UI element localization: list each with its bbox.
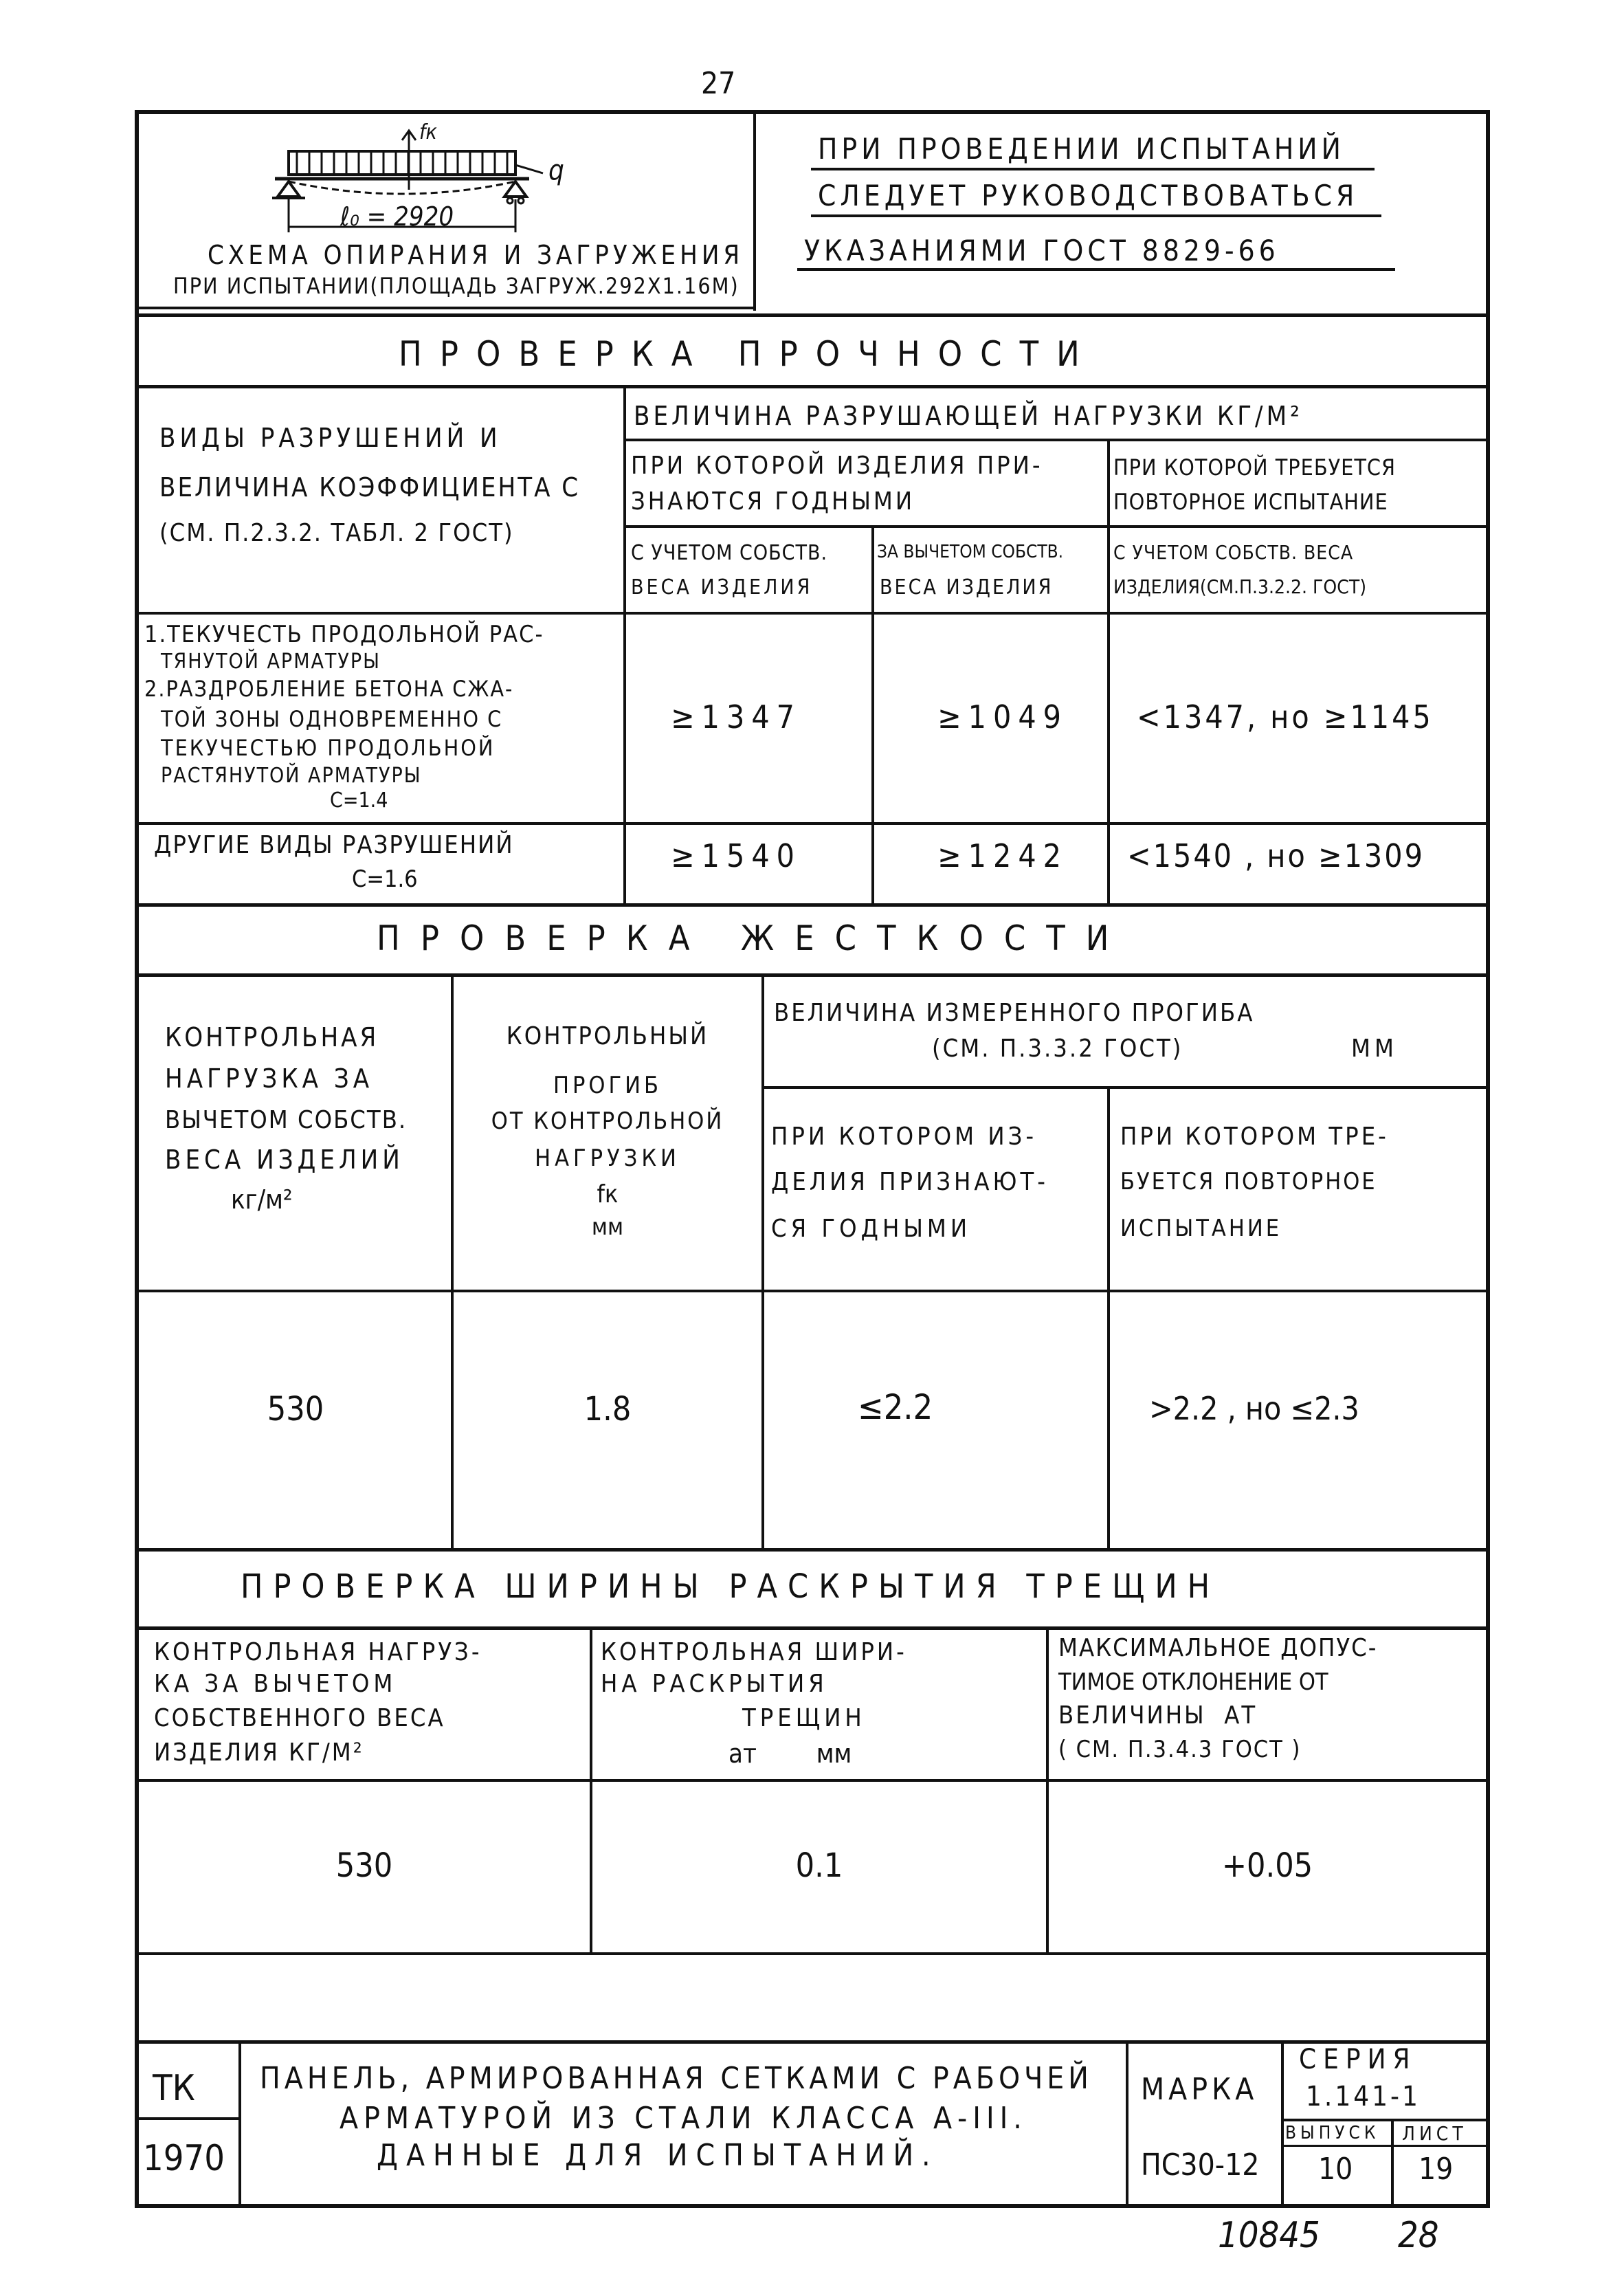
strength-row2-with-weight: ≥1540 xyxy=(671,837,801,874)
crack-col3-header-4: ( СМ. П.3.4.3 ГОСТ ) xyxy=(1058,1736,1302,1763)
strength-col1-header-2: ВЕЛИЧИНА КОЭФФИЦИЕНТА C xyxy=(159,472,581,503)
titleblock-series-label: СЕРИЯ xyxy=(1299,2044,1417,2075)
stiffness-retest-header-3: ИСПЫТАНИЕ xyxy=(1120,1215,1282,1242)
note-underline-2 xyxy=(811,214,1381,217)
stiffness-col1-header-1: КОНТРОЛЬНАЯ xyxy=(165,1022,379,1052)
frame-top xyxy=(135,110,1490,114)
stiffness-retest-value: >2.2 , но ≤2.3 xyxy=(1149,1390,1359,1427)
strength-row1-desc-2: ТЯНУТОЙ АРМАТУРЫ xyxy=(161,650,381,674)
crack-col-divider-2 xyxy=(1046,1629,1049,1954)
titleblock-series-value: 1.141-1 xyxy=(1306,2081,1421,2112)
stiffness-title: ПРОВЕРКА ЖЕСТКОСТИ xyxy=(377,918,1130,958)
stiffness-measured-header-1: ВЕЛИЧИНА ИЗМЕРЕННОГО ПРОГИБА xyxy=(774,999,1255,1027)
stiffness-accepted-header-1: ПРИ КОТОРОМ ИЗ- xyxy=(771,1123,1038,1151)
stiffness-table-top xyxy=(139,973,1487,977)
titleblock-year: 1970 xyxy=(143,2138,225,2179)
note-line-2: СЛЕДУЕТ РУКОВОДСТВОВАТЬСЯ xyxy=(818,179,1359,212)
stiffness-accepted-value: ≤2.2 xyxy=(858,1387,933,1427)
crack-title: ПРОВЕРКА ШИРИНЫ РАСКРЫТИЯ ТРЕЩИН xyxy=(241,1567,1221,1606)
strength-sub-retest-1: С УЧЕТОМ СОБСТВ. ВЕСА xyxy=(1113,541,1354,564)
titleblock-title-1: ПАНЕЛЬ, АРМИРОВАННАЯ СЕТКАМИ С РАБОЧЕЙ xyxy=(260,2061,1093,2096)
stiffness-hline-1 xyxy=(763,1086,1487,1089)
stiffness-load-value: 530 xyxy=(267,1390,324,1428)
diagram-caption-2: ПРИ ИСПЫТАНИИ(ПЛОЩАДЬ ЗАГРУЖ.292Х1.16М) xyxy=(173,273,739,299)
strength-accepted-header-1: ПРИ КОТОРОЙ ИЗДЕЛИЯ ПРИ- xyxy=(631,452,1043,480)
strength-row1-desc-6: РАСТЯНУТОЙ АРМАТУРЫ xyxy=(161,764,422,788)
crack-col3-header-2: ТИМОЕ ОТКЛОНЕНИЕ ОТ xyxy=(1058,1668,1328,1696)
crack-col-divider-1 xyxy=(590,1629,592,1954)
crack-col1-header-2: КА ЗА ВЫЧЕТОМ xyxy=(154,1670,397,1698)
stiffness-col2-header-1: КОНТРОЛЬНЫЙ xyxy=(506,1022,709,1050)
strength-sub-without-1: ЗА ВЫЧЕТОМ СОБСТВ. xyxy=(877,542,1064,562)
stiffness-col2-header-4: НАГРУЗКИ xyxy=(535,1145,680,1172)
crack-col2-header-3: ТРЕЩИН xyxy=(742,1704,866,1732)
strength-row1-desc-3: 2.РАЗДРОБЛЕНИЕ БЕТОНА СЖА- xyxy=(144,676,514,702)
crack-hline-2 xyxy=(139,1952,1487,1955)
stiffness-accepted-header-2: ДЕЛИЯ ПРИЗНАЮТ- xyxy=(771,1168,1049,1196)
stiffness-deflection-value: 1.8 xyxy=(583,1390,632,1428)
titleblock-issue-hline xyxy=(1282,2145,1487,2147)
crack-col2-header-4: aт мм xyxy=(728,1738,852,1769)
strength-row1-retest: <1347, но ≥1145 xyxy=(1137,698,1434,736)
crack-col2-header-1: КОНТРОЛЬНАЯ ШИРИ- xyxy=(601,1638,907,1666)
stiffness-col2-header-5: fк xyxy=(597,1180,619,1208)
deflection-fk-symbol: fк xyxy=(419,120,437,144)
strength-hline-2 xyxy=(625,525,1487,528)
crack-col3-header-3: ВЕЛИЧИНЫ AТ xyxy=(1058,1701,1258,1730)
caption-underline xyxy=(139,307,755,309)
stiffness-title-top xyxy=(139,903,1487,907)
strength-title-top xyxy=(139,313,1487,317)
crack-col1-header-4: ИЗДЕЛИЯ КГ/М² xyxy=(154,1738,364,1767)
strength-row1-desc-1: 1.ТЕКУЧЕСТЬ ПРОДОЛЬНОЙ РАС- xyxy=(144,621,544,648)
strength-col-divider-3 xyxy=(1107,440,1110,905)
frame-bottom xyxy=(135,2204,1490,2208)
footer-inventory-number: 10845 xyxy=(1218,2215,1320,2256)
titleblock-marka-value: ПС30-12 xyxy=(1141,2148,1260,2183)
stiffness-col-divider-1 xyxy=(451,975,454,1550)
strength-row2-retest: <1540 , но ≥1309 xyxy=(1127,837,1425,874)
strength-col1-header-1: ВИДЫ РАЗРУШЕНИЙ И xyxy=(159,423,502,453)
stiffness-accepted-header-3: СЯ ГОДНЫМИ xyxy=(771,1215,972,1243)
crack-table-top xyxy=(139,1626,1487,1630)
stiffness-measured-header-2: (СМ. П.3.3.2 ГОСТ) xyxy=(932,1035,1183,1063)
titleblock-issue-value: 10 xyxy=(1318,2152,1353,2187)
stiffness-col2-header-3: ОТ КОНТРОЛЬНОЙ xyxy=(491,1107,724,1135)
strength-sub-with-1: С УЧЕТОМ СОБСТВ. xyxy=(631,541,828,565)
crack-width-value: 0.1 xyxy=(795,1846,843,1885)
strength-row2-coef: C=1.6 xyxy=(352,865,418,893)
strength-hline-1 xyxy=(625,439,1487,441)
crack-deviation-value: +0.05 xyxy=(1221,1846,1313,1885)
crack-title-top xyxy=(139,1548,1487,1552)
strength-col1-header-3: (СМ. П.2.3.2. ТАБЛ. 2 ГОСТ) xyxy=(159,519,514,547)
strength-accepted-header-2: ЗНАЮТСЯ ГОДНЫМИ xyxy=(631,487,915,516)
note-underline-3 xyxy=(797,268,1395,271)
titleblock-org: ТК xyxy=(153,2068,195,2109)
titleblock-sheet-divider xyxy=(1391,2120,1394,2207)
strength-hline-4 xyxy=(139,822,1487,825)
stiffness-hline-2 xyxy=(139,1290,1487,1292)
stiffness-retest-header-2: БУЕТСЯ ПОВТОРНОЕ xyxy=(1120,1168,1377,1195)
frame-right xyxy=(1486,110,1490,2208)
strength-retest-header-1: ПРИ КОТОРОЙ ТРЕБУЕТСЯ xyxy=(1113,454,1396,481)
strength-row1-desc-4: ТОЙ ЗОНЫ ОДНОВРЕМЕННО С xyxy=(161,706,503,732)
strength-row1-coef: C=1.4 xyxy=(330,788,388,813)
titleblock-top xyxy=(139,2040,1487,2044)
note-line-1: ПРИ ПРОВЕДЕНИИ ИСПЫТАНИЙ xyxy=(818,132,1345,166)
crack-col1-header-3: СОБСТВЕННОГО ВЕСА xyxy=(154,1704,445,1732)
load-q-symbol: q xyxy=(548,155,564,186)
frame-left xyxy=(135,110,139,2208)
strength-sub-retest-2: ИЗДЕЛИЯ(СМ.П.3.2.2. ГОСТ) xyxy=(1113,575,1367,598)
stiffness-retest-header-1: ПРИ КОТОРОМ ТРЕ- xyxy=(1120,1123,1389,1151)
footer-page-ref: 28 xyxy=(1398,2215,1439,2256)
page-number: 27 xyxy=(701,66,736,101)
strength-row1-without-weight: ≥1049 xyxy=(937,698,1068,736)
titleblock-org-hline xyxy=(139,2117,241,2120)
strength-col-divider-1 xyxy=(623,387,626,905)
stiffness-col-divider-3 xyxy=(1107,1088,1110,1550)
strength-hline-3 xyxy=(139,612,1487,615)
titleblock-sheet-label: ЛИСТ xyxy=(1402,2122,1467,2145)
diagram-caption-1: СХЕМА ОПИРАНИЯ И ЗАГРУЖЕНИЯ xyxy=(208,240,744,270)
strength-sub-with-2: ВЕСА ИЗДЕЛИЯ xyxy=(631,575,813,599)
crack-hline-1 xyxy=(139,1779,1487,1782)
titleblock-marka-label: МАРКА xyxy=(1141,2072,1258,2107)
stiffness-measured-unit: ММ xyxy=(1351,1035,1398,1063)
titleblock-series-hline xyxy=(1282,2119,1487,2121)
crack-load-value: 530 xyxy=(335,1846,393,1885)
titleblock-issue-label: ВЫПУСК xyxy=(1285,2123,1380,2143)
strength-col-divider-2 xyxy=(871,527,874,905)
note-underline-1 xyxy=(811,168,1375,170)
crack-col2-header-2: НА РАСКРЫТИЯ xyxy=(601,1670,828,1698)
strength-retest-header-2: ПОВТОРНОЕ ИСПЫТАНИЕ xyxy=(1113,489,1388,515)
titleblock-org-divider xyxy=(238,2042,241,2207)
stiffness-col1-header-5: кг/м² xyxy=(231,1184,293,1215)
strength-title: ПРОВЕРКА ПРОЧНОСТИ xyxy=(399,334,1098,374)
stiffness-col2-header-2: ПРОГИБ xyxy=(553,1072,663,1099)
titleblock-title-3: ДАННЫЕ ДЛЯ ИСПЫТАНИЙ. xyxy=(377,2138,939,2173)
strength-row2-without-weight: ≥1242 xyxy=(937,837,1068,874)
strength-sub-without-2: ВЕСА ИЗДЕЛИЯ xyxy=(880,575,1054,599)
strength-table-top xyxy=(139,385,1487,388)
stiffness-col1-header-3: ВЫЧЕТОМ СОБСТВ. xyxy=(165,1106,408,1134)
stiffness-col2-header-6: мм xyxy=(591,1213,624,1241)
header-vertical-divider xyxy=(753,114,756,311)
strength-row1-desc-5: ТЕКУЧЕСТЬЮ ПРОДОЛЬНОЙ xyxy=(161,735,496,761)
crack-col3-header-1: МАКСИМАЛЬНОЕ ДОПУС- xyxy=(1058,1634,1378,1662)
titleblock-sheet-value: 19 xyxy=(1419,2152,1454,2187)
note-line-3: УКАЗАНИЯМИ ГОСТ 8829-66 xyxy=(804,234,1280,267)
strength-load-header: ВЕЛИЧИНА РАЗРУШАЮЩЕЙ НАГРУЗКИ КГ/М² xyxy=(634,401,1303,431)
stiffness-col1-header-4: ВЕСА ИЗДЕЛИЙ xyxy=(165,1145,404,1175)
stiffness-col1-header-2: НАГРУЗКА ЗА xyxy=(165,1063,374,1094)
titleblock-marka-divider xyxy=(1281,2042,1284,2207)
span-label: ℓ₀ = 2920 xyxy=(340,201,454,232)
titleblock-title-2: АРМАТУРОЙ ИЗ СТАЛИ КЛАССА А-III. xyxy=(340,2101,1027,2136)
strength-row1-with-weight: ≥1347 xyxy=(671,698,801,736)
strength-row2-desc-1: ДРУГИЕ ВИДЫ РАЗРУШЕНИЙ xyxy=(154,831,514,859)
titleblock-title-divider xyxy=(1126,2042,1128,2207)
stiffness-col-divider-2 xyxy=(761,975,764,1550)
crack-col1-header-1: КОНТРОЛЬНАЯ НАГРУЗ- xyxy=(154,1638,482,1666)
